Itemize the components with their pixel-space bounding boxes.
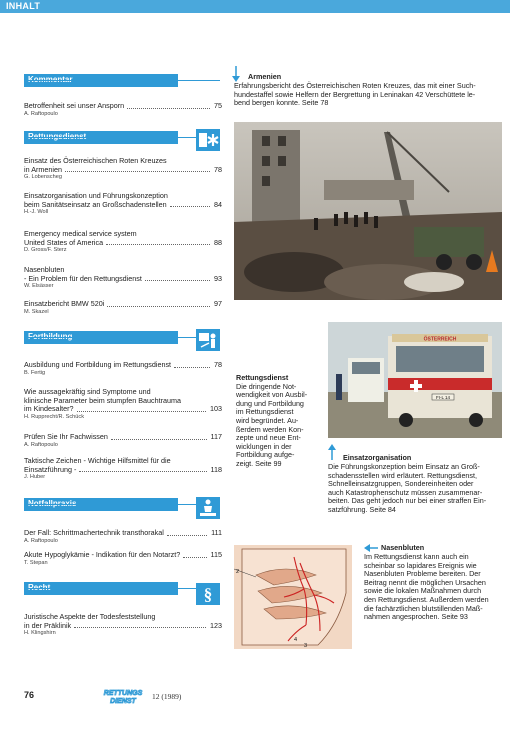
arrow-up-icon: [327, 444, 337, 460]
toc-entry-author: H. Rupprecht/R. Schück: [24, 413, 85, 420]
section-rule: [24, 504, 220, 505]
toc-entry-title: Nasenbluten: [24, 265, 65, 274]
leader-dots: [106, 244, 210, 245]
paragraph-icon: [196, 583, 220, 605]
toc-entry-title-line: [24, 622, 222, 631]
toc-entry-title-line: [24, 275, 222, 284]
rettungsdienst-logo: [102, 688, 144, 704]
leader-dots: [145, 280, 210, 281]
leader-dots: [107, 306, 210, 307]
toc-entry[interactable]: [24, 192, 222, 216]
armenien-title: Armenien: [248, 72, 282, 81]
issue-label: 12 (1989): [152, 692, 182, 701]
toc-entry-author: T. Stepan: [24, 559, 48, 566]
arrow-down-icon: [231, 66, 241, 82]
toc-entry-page: 111: [211, 528, 222, 537]
toc-entry-title: - Ein Problem für den Rettungsdienst: [24, 273, 142, 283]
toc-entry-title: Prüfen Sie Ihr Fachwissen: [24, 432, 108, 441]
toc-entry-title-line: [24, 102, 222, 111]
nasenbluten-text: Im Rettungsdienst kann auch ein scheinbar so lapidares Ereignis wie Nasenbluten Probleme bereiten. Der Beitrag nennt die möglichen Ursachen sowie die lokalen Maßnahmen durch den Rettungsdienst. Außerdem werden die fachärztlichen blutstillenden Maß- nahmen angesprochen. Seite 93: [364, 552, 489, 622]
patient-icon: [196, 497, 220, 519]
ambulance-photo: [328, 322, 502, 438]
toc-entry-page: 78: [214, 360, 222, 369]
toc-entry-title-line: [24, 551, 222, 560]
toc-entry-author: H. Klingshirn: [24, 630, 56, 637]
toc-entry-page: 93: [214, 273, 222, 283]
toc-entry-author: M. Skazel: [24, 308, 49, 315]
star-of-life-icon: [196, 129, 220, 151]
section-rule: [24, 80, 220, 81]
armenien-text: Erfahrungsbericht des Österreichischen Roten Kreuzes, das mit einer Such- hundestaffel sowie Helfern der Bergrettung in Leninakan 42 Verschüttete le- bend bergen konnte. Seite 78: [234, 81, 476, 108]
toc-entry[interactable]: [24, 433, 222, 449]
nose-anatomy-diagram: [234, 545, 352, 649]
svg-text:DIENST: DIENST: [110, 698, 136, 704]
toc-entry[interactable]: [24, 613, 222, 637]
toc-entry-title-line: [24, 466, 222, 475]
page-number: 76: [24, 690, 35, 700]
toc-entry-title-line: [24, 239, 222, 248]
svg-text:2: 2: [236, 569, 240, 575]
leader-dots: [127, 108, 210, 109]
toc-entry-title: Taktische Zeichen - Wichtige Hilfsmittel für die: [24, 456, 171, 465]
toc-entry[interactable]: [24, 157, 222, 181]
toc-entry-title: in der Präklinik: [24, 620, 72, 630]
toc-entry-title: Einsatzführung -: [24, 464, 77, 474]
toc-entry-author: J. Huber: [24, 474, 46, 481]
earthquake-photo: [234, 122, 502, 300]
section-rule: [24, 588, 220, 589]
leader-dots: [111, 439, 207, 440]
toc-entry-title-line: [24, 201, 222, 210]
svg-text:4: 4: [294, 637, 298, 643]
toc-entry-title: in Armenien: [24, 164, 62, 174]
toc-entry-title: beim Sanitätseinsatz an Großschadenstellen: [24, 199, 167, 209]
leader-dots: [174, 367, 210, 368]
leader-dots: [79, 471, 207, 472]
toc-entry[interactable]: [24, 551, 222, 567]
section-rule: [24, 137, 220, 138]
toc-entry-title: Der Fall: Schrittmachertechnik transthorakal: [24, 528, 164, 537]
svg-text:§: §: [203, 585, 213, 604]
toc-entry-title-line: [24, 361, 222, 370]
toc-entry[interactable]: [24, 388, 222, 421]
toc-entry-title: Betroffenheit sei unser Ansporn: [24, 101, 125, 110]
einsatz-title: Einsatzorganisation: [343, 453, 412, 462]
toc-entry[interactable]: [24, 361, 222, 377]
toc-entry-title: klinische Parameter beim stumpfen Bauchtrauma: [24, 395, 181, 405]
toc-entry-page: 118: [210, 464, 222, 474]
toc-entry-title: im Kindesalter?: [24, 404, 74, 414]
toc-entry-title: Akute Hypoglykämie - Indikation für den Notarzt?: [24, 550, 181, 559]
toc-entry-title: Juristische Aspekte der Todesfeststellung: [24, 612, 156, 621]
toc-entry[interactable]: [24, 230, 222, 254]
svg-text:RETTUNGS: RETTUNGS: [103, 690, 143, 697]
toc-entry-page: 78: [214, 164, 222, 174]
header-bar: [0, 0, 510, 13]
toc-entry-title-line: [24, 166, 222, 175]
toc-entry-title-line: [24, 300, 222, 309]
toc-entry-title-line: [24, 433, 222, 442]
toc-entry-author: W. Elsässer: [24, 283, 54, 290]
toc-entry-title: Einsatz des Österreichischen Roten Kreuzes: [24, 156, 167, 165]
leader-dots: [74, 627, 206, 628]
toc-entry-page: 103: [210, 404, 222, 414]
toc-entry[interactable]: [24, 266, 222, 290]
toc-entry-page: 88: [214, 237, 222, 247]
toc-entry[interactable]: [24, 457, 222, 481]
leader-dots: [183, 557, 207, 558]
svg-text:FI-L 14: FI-L 14: [435, 395, 451, 400]
svg-text:3: 3: [304, 643, 308, 649]
section-rule: [24, 337, 220, 338]
arrow-left-icon: [364, 544, 378, 552]
training-icon: [196, 329, 220, 351]
toc-entry-author: H.-J. Woll: [24, 209, 49, 216]
toc-entry-author: D. Gross/F. Sterz: [24, 247, 67, 254]
toc-entry-page: 84: [214, 199, 222, 209]
toc-entry-title-line: [24, 529, 222, 538]
toc-entry-title: Emergency medical service system: [24, 229, 137, 238]
toc-entry-author: G. Lobenscheg: [24, 174, 62, 181]
toc-entry-page: 117: [210, 432, 222, 441]
toc-entry-title: Einsatzorganisation und Führungskonzeption: [24, 191, 168, 200]
leader-dots: [167, 535, 207, 536]
toc-entry-page: 115: [210, 550, 222, 559]
toc-entry-page: 75: [214, 101, 222, 110]
toc-entry-author: A. Raftopoulo: [24, 110, 58, 117]
toc-entry[interactable]: [24, 102, 222, 118]
toc-entry-title: Einsatzbericht BMW 520i: [24, 299, 105, 308]
svg-text:ÖSTERREICH: ÖSTERREICH: [423, 336, 457, 343]
nasenbluten-title: Nasenbluten: [381, 543, 425, 552]
leader-dots: [65, 171, 210, 172]
rettungsdienst-caption: Rettungsdienst Die dringende Not- wendigkeit von Ausbil- dung und Fortbildung im Rettungsdienst wird begründet. Au- ßerdem werden Kon- zepte und neue Ent- wicklungen in der Fortbildung aufge- zeigt. Seite 99: [236, 373, 308, 468]
toc-entry-title: United States of America: [24, 237, 104, 247]
toc-entry[interactable]: [24, 529, 222, 545]
toc-entry-title: Ausbildung und Fortbildung im Rettungsdienst: [24, 360, 172, 369]
einsatz-text: Die Führungskonzeption beim Einsatz an Groß- schadensstellen wird erläutert. Rettungsdienst, Schnelleinsatzgruppen, Sondereinheiten oder auch Katastrophenschutz müssen zusammenar- beiten. Das geht jedoch nur bei einer straffen Ein- satzführung. Seite 84: [328, 462, 487, 514]
leader-dots: [77, 411, 206, 412]
toc-entry-page: 123: [210, 620, 222, 630]
toc-entry-title-line: [24, 405, 222, 414]
toc-entry-title: Wie aussagekräftig sind Symptome und: [24, 387, 151, 396]
toc-entry-author: A. Raftopoulo: [24, 441, 58, 448]
page-title: INHALT: [6, 1, 41, 11]
toc-entry[interactable]: [24, 300, 222, 316]
toc-entry-author: B. Fertig: [24, 369, 46, 376]
toc-entry-author: A. Raftopoulo: [24, 537, 58, 544]
toc-entry-page: 97: [214, 299, 222, 308]
leader-dots: [170, 206, 210, 207]
